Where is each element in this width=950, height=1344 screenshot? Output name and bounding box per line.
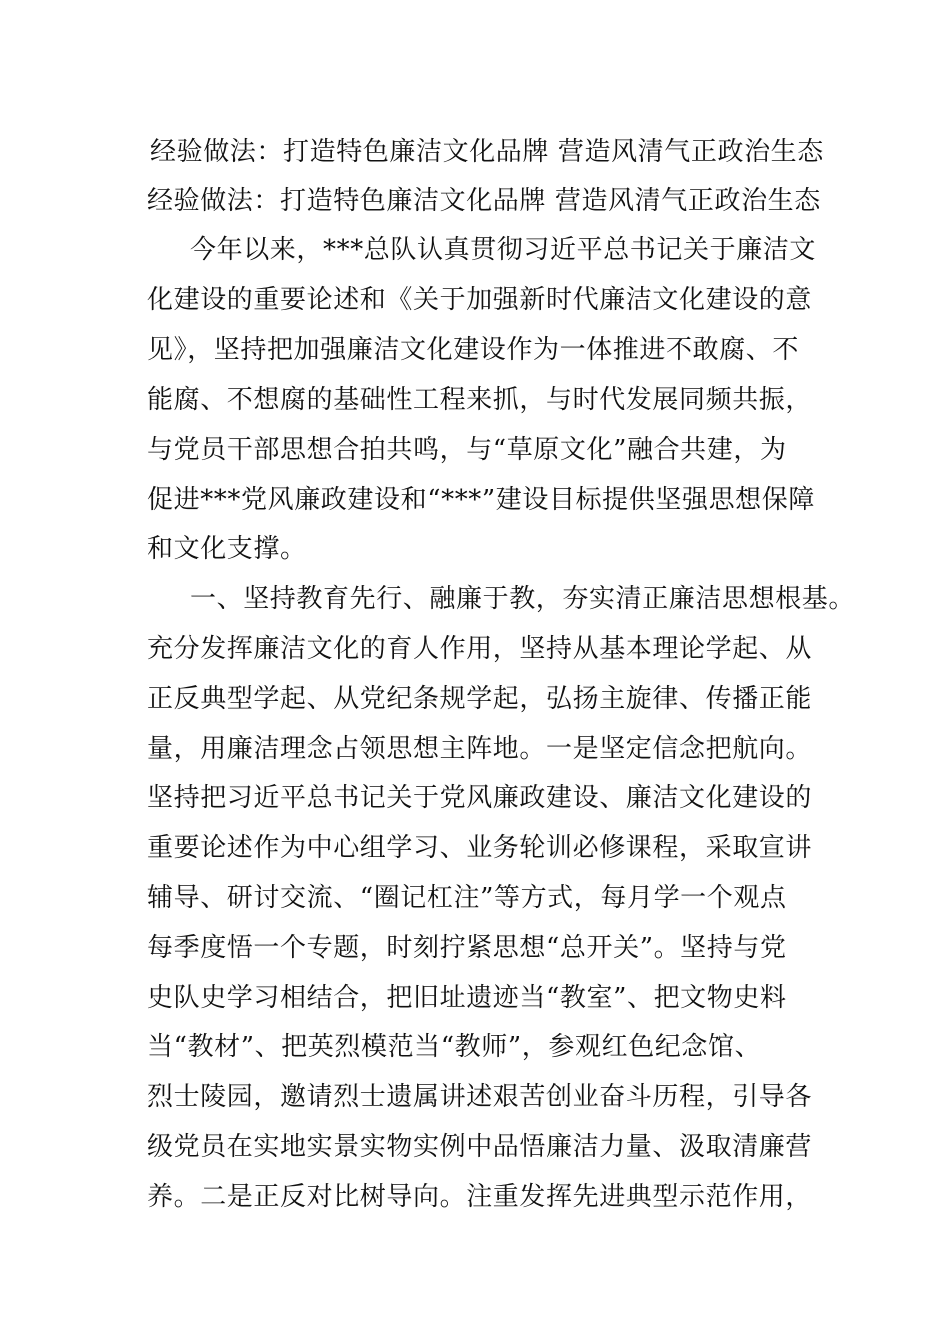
paragraph-2-line-12: 级党员在实地实景实物实例中品悟廉洁力量、汲取清廉营 xyxy=(147,1132,813,1162)
paragraph-2-line-3: 正反典型学起、从党纪条规学起，弘扬主旋律、传播正能 xyxy=(147,684,813,714)
paragraph-1-line-1: 今年以来，***总队认真贯彻习近平总书记关于廉洁文 xyxy=(190,235,817,265)
paragraph-2-line-2: 充分发挥廉洁文化的育人作用，坚持从基本理论学起、从 xyxy=(147,634,813,664)
paragraph-2-line-10: 当“教材”、把英烈模范当“教师”，参观红色纪念馆、 xyxy=(147,1032,762,1062)
paragraph-2-heading: 一、坚持教育先行、融廉于教，夯实清正廉洁思想根基。 xyxy=(190,584,856,614)
paragraph-2-line-13: 养。二是正反对比树导向。注重发挥先进典型示范作用， xyxy=(147,1182,813,1212)
paragraph-1-line-4: 能腐、不想腐的基础性工程来抓，与时代发展同频共振， xyxy=(147,385,813,415)
title-line-2: 经验做法：打造特色廉洁文化品牌 营造风清气正政治生态 xyxy=(147,186,821,216)
title-line-1: 经验做法：打造特色廉洁文化品牌 营造风清气正政治生态 xyxy=(150,137,824,167)
paragraph-1-line-2: 化建设的重要论述和《关于加强新时代廉洁文化建设的意 xyxy=(147,285,813,315)
paragraph-2-line-7: 辅导、研讨交流、“圈记杠注”等方式，每月学一个观点 xyxy=(147,883,787,913)
paragraph-1-line-7: 和文化支撑。 xyxy=(147,534,307,564)
paragraph-2-line-4: 量，用廉洁理念占领思想主阵地。一是坚定信念把航向。 xyxy=(147,734,813,764)
paragraph-2-line-6: 重要论述作为中心组学习、业务轮训必修课程，采取宣讲 xyxy=(147,833,813,863)
paragraph-1-line-3: 见》，坚持把加强廉洁文化建设作为一体推进不敢腐、不 xyxy=(147,335,800,365)
paragraph-1-line-6: 促进***党风廉政建设和“***”建设目标提供坚强思想保障 xyxy=(147,485,815,515)
paragraph-2-line-5: 坚持把习近平总书记关于党风廉政建设、廉洁文化建设的 xyxy=(147,783,813,813)
paragraph-2-line-8: 每季度悟一个专题，时刻拧紧思想“总开关”。坚持与党 xyxy=(147,933,787,963)
paragraph-1-line-5: 与党员干部思想合拍共鸣，与“草原文化”融合共建，为 xyxy=(147,435,787,465)
paragraph-2-line-9: 史队史学习相结合，把旧址遗迹当“教室”、把文物史料 xyxy=(147,983,787,1013)
paragraph-2-line-11: 烈士陵园，邀请烈士遗属讲述艰苦创业奋斗历程，引导各 xyxy=(147,1082,813,1112)
